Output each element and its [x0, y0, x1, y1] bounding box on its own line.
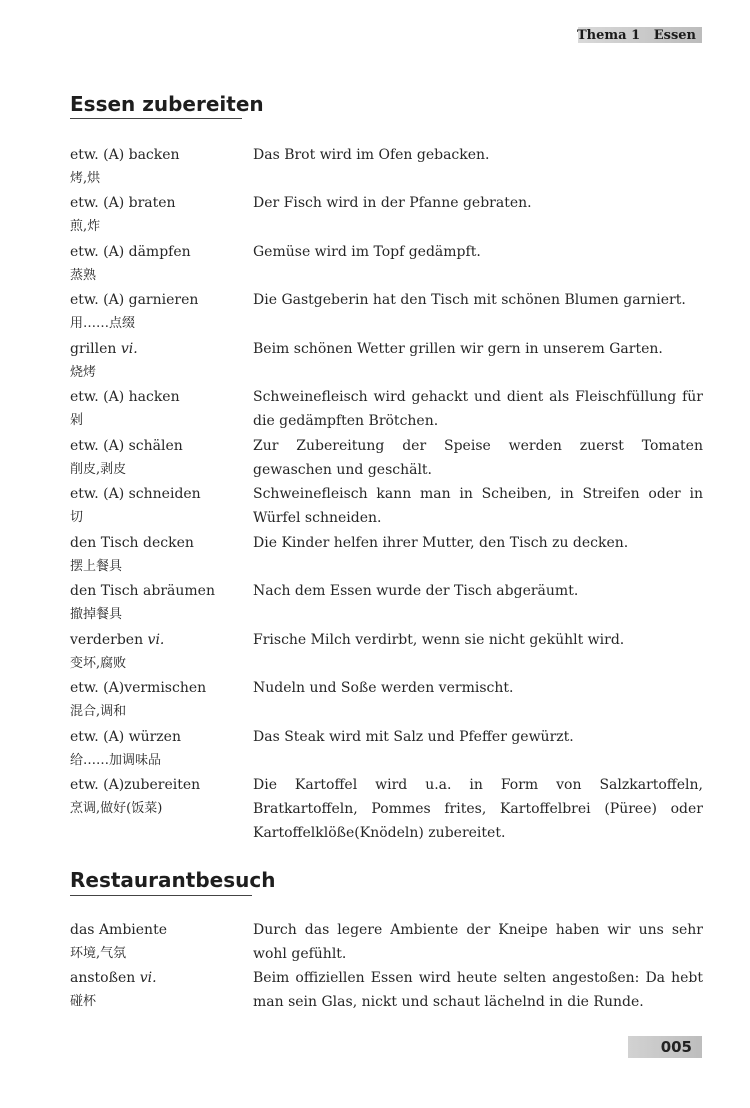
entry-example: Nudeln und Soße werden vermischt.	[253, 680, 514, 696]
entry-gloss: 用……点缀	[70, 316, 136, 331]
entry-term: den Tisch decken	[70, 535, 194, 551]
entry-term: etw. (A) garnieren	[70, 292, 199, 308]
entry-gloss: 烧烤	[70, 365, 97, 380]
section-title-underline	[70, 895, 252, 896]
entry-term: etw. (A) braten	[70, 195, 176, 211]
entry-term: den Tisch abräumen	[70, 583, 215, 599]
entry-term: etw. (A) schälen	[70, 438, 183, 454]
entry-example: Schweinefleisch wird gehackt und dient als Fleischfüllung für die gedämpften Brötchen.	[253, 389, 703, 429]
entry-term: etw. (A)vermischen	[70, 680, 207, 696]
entry-term: etw. (A) hacken	[70, 389, 180, 405]
entry-example: Nach dem Essen wurde der Tisch abgeräumt.	[253, 583, 579, 599]
entry-example: Durch das legere Ambiente der Kneipe haben wir uns sehr wohl gefühlt.	[253, 922, 703, 962]
entry-term: etw. (A) schneiden	[70, 486, 201, 502]
entry-example: Beim schönen Wetter grillen wir gern in unserem Garten.	[253, 341, 663, 357]
entry-term: grillen vi.	[70, 341, 138, 357]
entry-gloss: 撤掉餐具	[70, 607, 123, 622]
entry-gloss: 变坏,腐败	[70, 656, 127, 671]
running-header-title: Thema 1 Essen	[577, 27, 696, 43]
entry-example: Beim offiziellen Essen wird heute selten angestoßen: Da hebt man sein Glas, nickt und schaut lächelnd in die Runde.	[253, 970, 703, 1010]
entry-gloss: 削皮,剥皮	[70, 462, 127, 477]
entry-gloss: 切	[70, 510, 84, 525]
section-title-underline	[70, 118, 242, 119]
entry-gloss: 剁	[70, 413, 84, 428]
page-number: 005	[628, 1036, 702, 1058]
entry-example: Schweinefleisch kann man in Scheiben, in Streifen oder in Würfel schneiden.	[253, 486, 703, 526]
entry-example: Die Kinder helfen ihrer Mutter, den Tisch zu decken.	[253, 535, 629, 551]
entry-gloss: 烹调,做好(饭菜)	[70, 801, 163, 816]
entry-example: Zur Zubereitung der Speise werden zuerst Tomaten gewaschen und geschält.	[253, 438, 703, 478]
entry-gloss: 混合,调和	[70, 704, 127, 719]
entry-example: Die Gastgeberin hat den Tisch mit schönen Blumen garniert.	[253, 292, 686, 308]
entry-term: das Ambiente	[70, 922, 167, 938]
entry-term: etw. (A) würzen	[70, 729, 181, 745]
entry-example: Die Kartoffel wird u.a. in Form von Salzkartoffeln, Bratkartoffeln, Pommes frites, Kartoffelbrei (Püree) oder Kartoffelklöße(Knödeln) zubereitet.	[253, 777, 703, 841]
entry-gloss: 煎,炸	[70, 219, 101, 234]
entry-gloss: 碰杯	[70, 994, 97, 1009]
section-title-restaurantbesuch: Restaurantbesuch	[70, 868, 276, 892]
section-title-essen-zubereiten: Essen zubereiten	[70, 92, 264, 116]
entry-example: Der Fisch wird in der Pfanne gebraten.	[253, 195, 532, 211]
entry-gloss: 蒸熟	[70, 268, 97, 283]
entry-term: anstoßen vi.	[70, 970, 157, 986]
entry-example: Das Brot wird im Ofen gebacken.	[253, 147, 490, 163]
entry-term: etw. (A) backen	[70, 147, 180, 163]
entry-example: Das Steak wird mit Salz und Pfeffer gewürzt.	[253, 729, 574, 745]
entry-gloss: 摆上餐具	[70, 559, 123, 574]
entry-term: etw. (A) dämpfen	[70, 244, 191, 260]
entry-term: etw. (A)zubereiten	[70, 777, 201, 793]
running-header	[578, 27, 702, 43]
entry-gloss: 环境,气氛	[70, 946, 127, 961]
entry-example: Gemüse wird im Topf gedämpft.	[253, 244, 481, 260]
entry-gloss: 烤,烘	[70, 171, 101, 186]
entry-term: verderben vi.	[70, 632, 165, 648]
entry-gloss: 给……加调味品	[70, 753, 162, 768]
entry-example: Frische Milch verdirbt, wenn sie nicht gekühlt wird.	[253, 632, 625, 648]
